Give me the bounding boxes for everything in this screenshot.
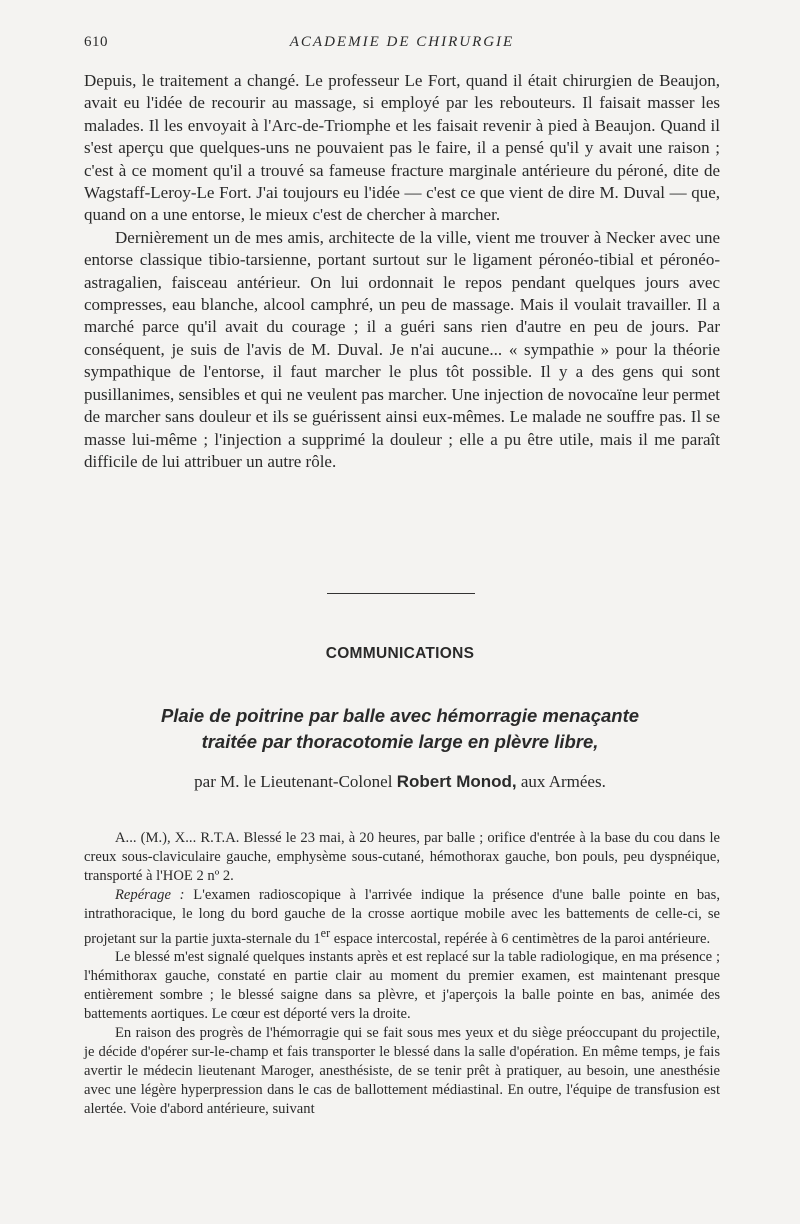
ordinal-superscript: er	[320, 925, 331, 940]
reperage-text-end: espace intercostal, repérée à 6 centimètres de la paroi antérieure.	[330, 930, 711, 947]
article-title	[0, 703, 800, 755]
article-title-line-2: traitée par thoracotomie large en plèvre libre,	[201, 731, 599, 752]
case-paragraph-4: En raison des progrès de l'hémorragie qui se fait sous mes yeux et du siège préoccupant du projectile, je décide d'opérer sur-le-champ et fais transporter le blessé dans la salle d'opération. En même temps, je fais avertir le médecin lieutenant Maroger, anesthésiste, de se tenir prêt à pratiquer, au besoin, une anesthésie avec une légère hyperpression dans le cas de ballottement médiastinal. En outre, l'équipe de transfusion est alertée. Voie d'abord antérieure, suivant	[84, 1024, 720, 1117]
byline-suffix: aux Armées.	[516, 772, 606, 791]
author-name: Robert Monod,	[396, 772, 517, 791]
discussion-paragraph-1: Depuis, le traitement a changé. Le professeur Le Fort, quand il était chirurgien de Beaujon, avait eu l'idée de recourir au massage, si employé par les rebouteurs. Il faisait masser les malades. Il les envoyait à l'Arc-de-Triomphe et les faisait revenir à pied à Beaujon. Quand il s'est aperçu que quelques-uns ne pouvaient pas le faire, il a pensé qu'il y avait une raison ; c'est à ce moment qu'il a trouvé sa fameuse fracture marginale antérieure du péroné, dite de Wagstaff-Leroy-Le Fort. J'ai toujours eu l'idée — c'est ce que vient de dire M. Duval — que, quand on a une entorse, le mieux c'est de chercher à marcher.	[84, 71, 720, 225]
ordinal-number: 1	[313, 930, 321, 947]
running-head	[84, 34, 720, 56]
reperage-lead: Repérage :	[115, 886, 185, 903]
case-report	[84, 829, 720, 1118]
article-title-line-1: Plaie de poitrine par balle avec hémorragie menaçante	[160, 705, 640, 726]
discussion-paragraph-2: Dernièrement un de mes amis, architecte de la ville, vient me trouver à Necker avec une entorse classique tibio-tarsienne, portant surtout sur le ligament péronéo-tibial et péronéo-astragalien, faisceau antérieur. On lui ordonnait le repos pendant quelques jours avec compresses, eau blanche, alcool camphré, un peu de massage. Mais il voulait travailler. Il a marché parce qu'il avait du courage ; il a guéri sans rien d'autre en peu de jours. Par conséquent, je suis de l'avis de M. Duval. Je n'ai aucune... « sympathie » pour la théorie sympathique de l'entorse, il faut marcher le plus tôt possible. Il y a des gens qui sont pusillanimes, sensibles et qui ne veulent pas marcher. Une injection de novocaïne leur permet de marcher sans douleur et ils se guérissent ainsi eux-mêmes. Le malade ne souffre pas. Il se masse lui-même ; l'injection a supprimé la douleur ; elle a pu être utile, mais il me paraît difficile de lui attribuer un autre rôle.	[84, 227, 720, 471]
case-paragraph-3: Le blessé m'est signalé quelques instants après et est replacé sur la table radiologique, en ma présence ; l'hémithorax gauche, constaté en partie clair au moment du premier examen, est maintenant presque entièrement sombre ; le blessé saigne dans sa plèvre, et j'aperçois la balle pointe en bas, animée des battements aortiques. Le cœur est déporté vers la droite.	[84, 949, 720, 1023]
journal-title: ACADEMIE DE CHIRURGIE	[289, 34, 515, 50]
reperage-text: L'examen radioscopique à l'arrivée indique la présence d'une balle pointe en bas, intrathoracique, le long du bord gauche de la crosse aortique mobile avec les battements de celle-ci, se projetant sur la partie juxta-sternale du	[84, 886, 720, 947]
case-paragraph-2	[84, 886, 720, 949]
section-title: COMMUNICATIONS	[325, 645, 475, 662]
section-divider	[327, 593, 475, 594]
byline	[0, 772, 800, 792]
case-paragraph-1: A... (M.), X... R.T.A. Blessé le 23 mai, à 20 heures, par balle ; orifice d'entrée à la base du cou dans le creux sous-claviculaire gauche, emphysème sous-cutané, hémothorax gauche, bon pouls, peu dyspnéique, transporté à l'HOE 2 nº 2.	[84, 830, 720, 884]
discussion-text	[84, 70, 720, 473]
byline-prefix: par M. le Lieutenant-Colonel	[194, 772, 397, 791]
page-number: 610	[84, 34, 108, 50]
